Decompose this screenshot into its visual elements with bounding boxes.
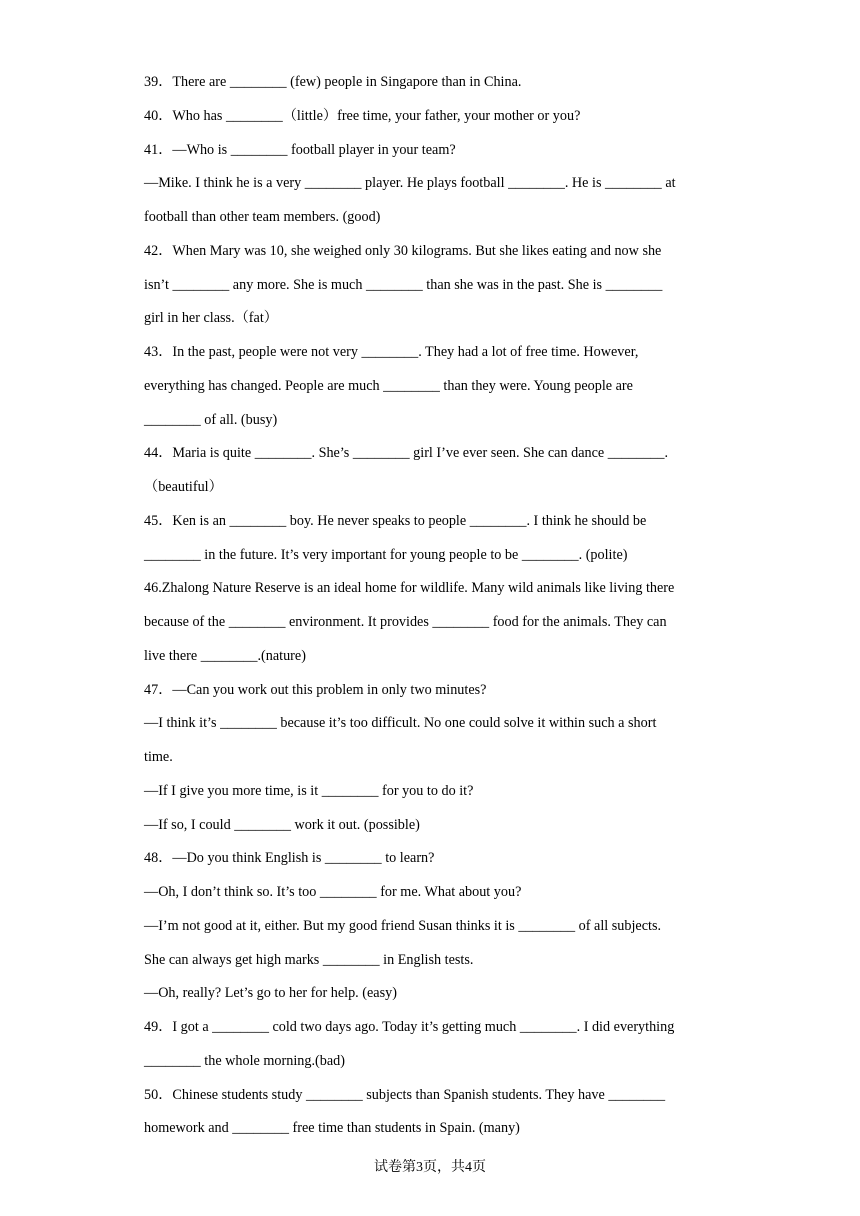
text-line: ________ of all. (busy) — [144, 411, 278, 428]
text-line: homework and ________ free time than students in Spain. (many) — [144, 1120, 520, 1137]
text-line: She can always get high marks ________ in English tests. — [144, 951, 474, 968]
text-line: 46.Zhalong Nature Reserve is an ideal home for wildlife. Many wild animals like living there — [144, 580, 675, 597]
text-line: —Mike. I think he is a very ________ player. He plays football ________. He is ________ at — [144, 175, 676, 192]
text-line: 44．Maria is quite ________. She’s ________ girl I’ve ever seen. She can dance ________. — [144, 445, 669, 462]
text-line: —If so, I could ________ work it out. (possible) — [144, 816, 420, 833]
text-line: ________ the whole morning.(bad) — [144, 1052, 345, 1069]
text-line: —I’m not good at it, either. But my good friend Susan thinks it is ________ of all subjects. — [144, 917, 662, 934]
text-line: —Oh, I don’t think so. It’s too ________ for me. What about you? — [144, 884, 522, 900]
text-line: 47．—Can you work out this problem in only two minutes? — [144, 681, 487, 698]
text-line: live there ________.(nature) — [144, 647, 306, 664]
text-line: girl in her class.（fat） — [144, 310, 278, 327]
text-line: 45．Ken is an ________ boy. He never speaks to people ________. I think he should be — [144, 512, 647, 529]
text-line: everything has changed. People are much ________ than they were. Young people are — [144, 377, 633, 394]
text-line: 48．—Do you think English is ________ to learn? — [144, 850, 435, 867]
text-line: —Oh, really? Let’s go to her for help. (easy) — [144, 985, 397, 1002]
text-line: 43．In the past, people were not very ________. They had a lot of free time. However, — [144, 344, 639, 360]
text-line: —If I give you more time, is it ________ for you to do it? — [144, 782, 474, 799]
text-line: 41．—Who is ________ football player in your team? — [144, 141, 456, 158]
text-line: isn’t ________ any more. She is much ________ than she was in the past. She is ________ — [144, 276, 663, 293]
page-footer: 试卷第3页，共4页 — [374, 1160, 486, 1175]
text-line: football than other team members. (good) — [144, 209, 381, 225]
text-line: 50．Chinese students study ________ subjects than Spanish students. They have ________ — [144, 1086, 666, 1103]
text-line: 42．When Mary was 10, she weighed only 30 kilograms. But she likes eating and now she — [144, 242, 662, 259]
text-line: 49．I got a ________ cold two days ago. Today it’s getting much ________. I did everything — [144, 1019, 675, 1035]
text-line: time. — [144, 749, 173, 765]
text-line: ________ in the future. It’s very important for young people to be ________. (polite) — [144, 546, 628, 563]
text-line: —I think it’s ________ because it’s too difficult. No one could solve it within such a short — [144, 715, 657, 732]
text-line: because of the ________ environment. It provides ________ food for the animals. They can — [144, 614, 667, 630]
text-line: （beautiful） — [144, 479, 223, 495]
question-list — [144, 66, 724, 1146]
text-line: 40．Who has ________（little）free time, your father, your mother or you? — [144, 107, 581, 124]
text-line: 39．There are ________ (few) people in Singapore than in China. — [144, 74, 522, 90]
